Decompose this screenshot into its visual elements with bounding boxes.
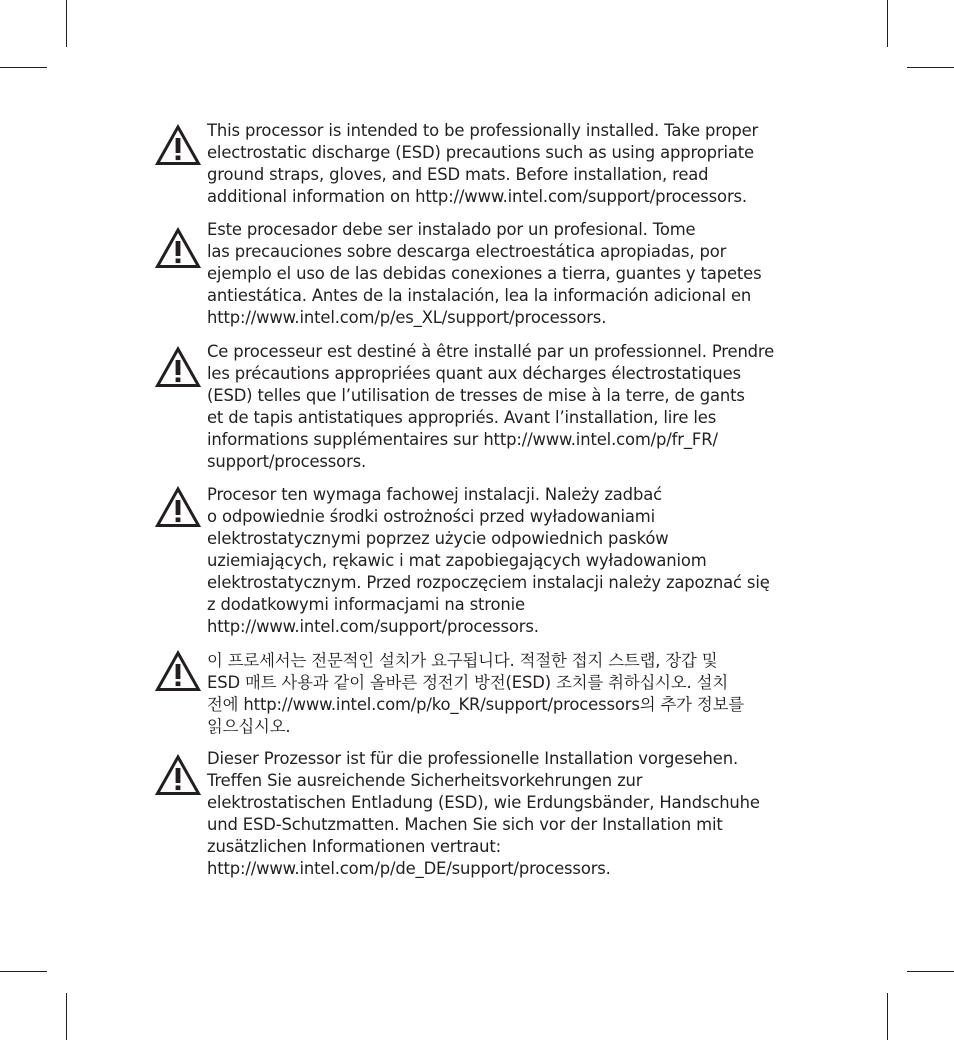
crop-mark-bottom-right-horizontal (907, 971, 954, 972)
warning-triangle-icon (155, 486, 201, 528)
crop-mark-bottom-left-vertical (66, 993, 67, 1040)
crop-mark-bottom-right-vertical (887, 993, 888, 1040)
notice-text: Este procesador debe ser instalado por un profesional. Tome las precauciones sobre descarga electroestática apropiadas, por ejemplo el uso de las debidas conexiones a tierra, guantes y tapetes antiestática. Antes de la instalación, lea la información adicional en http://www.intel.com/p/es_XL/support/processors. (207, 220, 762, 327)
notice-french (155, 341, 815, 473)
notice-spanish (155, 219, 815, 329)
notice-text: Procesor ten wymaga fachowej instalacji. Należy zadbać o odpowiednie środki ostrożności przed wyładowaniami elektrostatycznymi poprzez użycie odpowiednich pasków uziemiających, rękawic i mat zapobiegających wyładowaniom elektrostatycznym. Przed rozpoczęciem instalacji należy zapoznać się z dodatkowymi informacjami na stronie http://www.intel.com/support/processors. (207, 485, 770, 636)
warning-triangle-icon (155, 346, 201, 388)
crop-mark-top-right-vertical (887, 0, 888, 47)
warning-triangle-icon (155, 754, 201, 796)
notice-german (155, 748, 815, 880)
notice-korean (155, 650, 815, 738)
notice-text: 이 프로세서는 전문적인 설치가 요구됩니다. 적절한 접지 스트랩, 장갑 및 ESD 매트 사용과 같이 올바른 정전기 방전(ESD) 조치를 취하십시오. 설치 전에 http://www.intel.com/p/ko_KR/support/processors의 추가 정보를 읽으십시오. (207, 651, 744, 736)
notice-english (155, 120, 815, 208)
crop-mark-top-left-horizontal (0, 67, 47, 68)
notice-text: This processor is intended to be professionally installed. Take proper electrostatic discharge (ESD) precautions such as using appropriate ground straps, gloves, and ESD mats. Before installation, read additional information on http://www.intel.com/support/processors. (207, 121, 759, 206)
notice-text: Dieser Prozessor ist für die professionelle Installation vorgesehen. Treffen Sie ausreichende Sicherheitsvorkehrungen zur elektrostatischen Entladung (ESD), wie Erdungsbänder, Handschuhe und ESD-Schutzmatten. Machen Sie sich vor der Installation mit zusätzlichen Informationen vertraut: http://www.intel.com/p/de_DE/support/processors. (207, 749, 760, 878)
warning-triangle-icon (155, 227, 201, 269)
warning-triangle-icon (155, 124, 201, 166)
crop-mark-top-left-vertical (66, 0, 67, 47)
crop-mark-bottom-left-horizontal (0, 971, 47, 972)
warning-triangle-icon (155, 650, 201, 692)
crop-mark-top-right-horizontal (907, 67, 954, 68)
notice-polish (155, 484, 815, 638)
notice-text: Ce processeur est destiné à être installé par un professionnel. Prendre les précautions appropriées quant aux décharges électrostatiques (ESD) telles que l’utilisation de tresses de mise à la terre, de gants et de tapis antistatiques appropriés. Avant l’installation, lire les informations supplémentaires sur http://www.intel.com/p/fr_FR/ support/processors. (207, 342, 775, 471)
